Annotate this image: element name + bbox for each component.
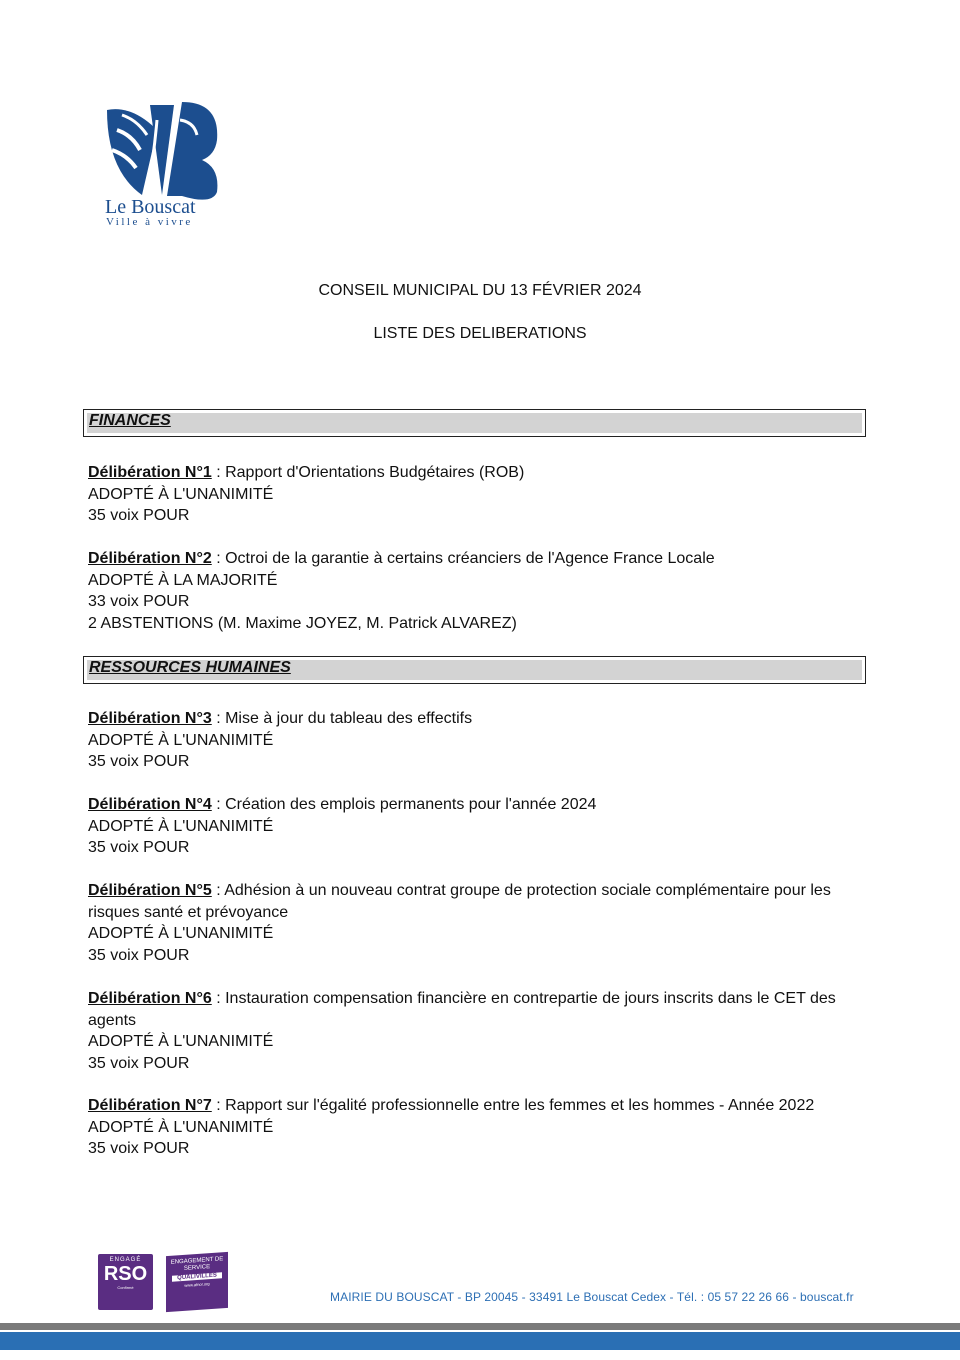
vote-count: 35 voix POUR	[88, 839, 190, 856]
rso-badge-icon: ENGAGÉ RSO Confirmé	[98, 1254, 153, 1310]
vote-result: ADOPTÉ À L'UNANIMITÉ	[88, 485, 274, 503]
deliberation-title: : Adhésion à un nouveau contrat groupe de protection sociale complémentaire pour les risques santé et prévoyance	[88, 882, 831, 921]
section-header-ressources-humaines	[83, 656, 866, 684]
vote-result: ADOPTÉ À L'UNANIMITÉ	[88, 1118, 274, 1136]
vote-count: 35 voix POUR	[88, 753, 190, 770]
footer-bar	[0, 1332, 960, 1350]
deliberation-number: Délibération N°4	[88, 796, 212, 813]
deliberation-title: : Octroi de la garantie à certains créanciers de l'Agence France Locale	[211, 550, 715, 567]
footer-address: MAIRIE DU BOUSCAT - BP 20045 - 33491 Le Bouscat Cedex - Tél. : 05 57 22 26 66 - bouscat.fr	[330, 1290, 854, 1304]
deliberation-number: Délibération N°3	[88, 710, 212, 727]
deliberation-number: Délibération N°1	[88, 464, 212, 481]
qualivilles-badge-icon: ENGAGEMENT DE SERVICE QUALIVILLES www.afnor.org	[166, 1252, 228, 1312]
deliberation-6	[88, 988, 878, 1074]
deliberation-number: Délibération N°6	[88, 990, 212, 1007]
document-title: CONSEIL MUNICIPAL DU 13 FÉVRIER 2024	[318, 282, 642, 299]
vote-count: 33 voix POUR	[88, 593, 190, 610]
vote-result: ADOPTÉ À L'UNANIMITÉ	[88, 817, 274, 835]
deliberation-title: : Rapport sur l'égalité professionnelle entre les femmes et les hommes - Année 2022	[211, 1097, 815, 1114]
deliberation-7	[88, 1095, 878, 1160]
deliberation-number: Délibération N°2	[88, 550, 212, 567]
deliberation-4	[88, 794, 878, 859]
deliberation-title: : Rapport d'Orientations Budgétaires (ROB)	[211, 464, 525, 481]
logo-tagline: Ville à vivre	[106, 216, 193, 228]
deliberation-5	[88, 880, 878, 966]
logo-name: Le Bouscat	[105, 196, 196, 218]
deliberation-3	[88, 708, 878, 773]
vote-count: 35 voix POUR	[88, 507, 190, 524]
vote-count: 35 voix POUR	[88, 1140, 190, 1157]
vote-count: 35 voix POUR	[88, 1054, 190, 1072]
section-label: FINANCES	[89, 412, 171, 429]
document-subtitle: LISTE DES DELIBERATIONS	[373, 325, 587, 342]
deliberation-2	[88, 548, 878, 634]
vote-result: ADOPTÉ À LA MAJORITÉ	[88, 571, 278, 589]
vote-result: ADOPTÉ À L'UNANIMITÉ	[88, 1033, 274, 1050]
section-label: RESSOURCES HUMAINES	[89, 659, 291, 676]
footer-divider	[0, 1323, 960, 1330]
deliberation-title: : Mise à jour du tableau des effectifs	[211, 710, 473, 727]
deliberation-number: Délibération N°7	[88, 1097, 212, 1114]
deliberation-title: : Instauration compensation financière en contrepartie de jours inscrits dans le CET des agents	[88, 990, 836, 1029]
vote-result: ADOPTÉ À L'UNANIMITÉ	[88, 731, 274, 749]
deliberation-number: Délibération N°5	[88, 882, 212, 899]
deliberation-1	[88, 462, 878, 527]
deliberation-title: : Création des emplois permanents pour l'année 2024	[211, 796, 597, 813]
abstentions: 2 ABSTENTIONS (M. Maxime JOYEZ, M. Patrick ALVAREZ)	[88, 614, 517, 632]
vote-count: 35 voix POUR	[88, 946, 190, 964]
section-header-finances	[83, 409, 866, 437]
vote-result: ADOPTÉ À L'UNANIMITÉ	[88, 925, 274, 942]
